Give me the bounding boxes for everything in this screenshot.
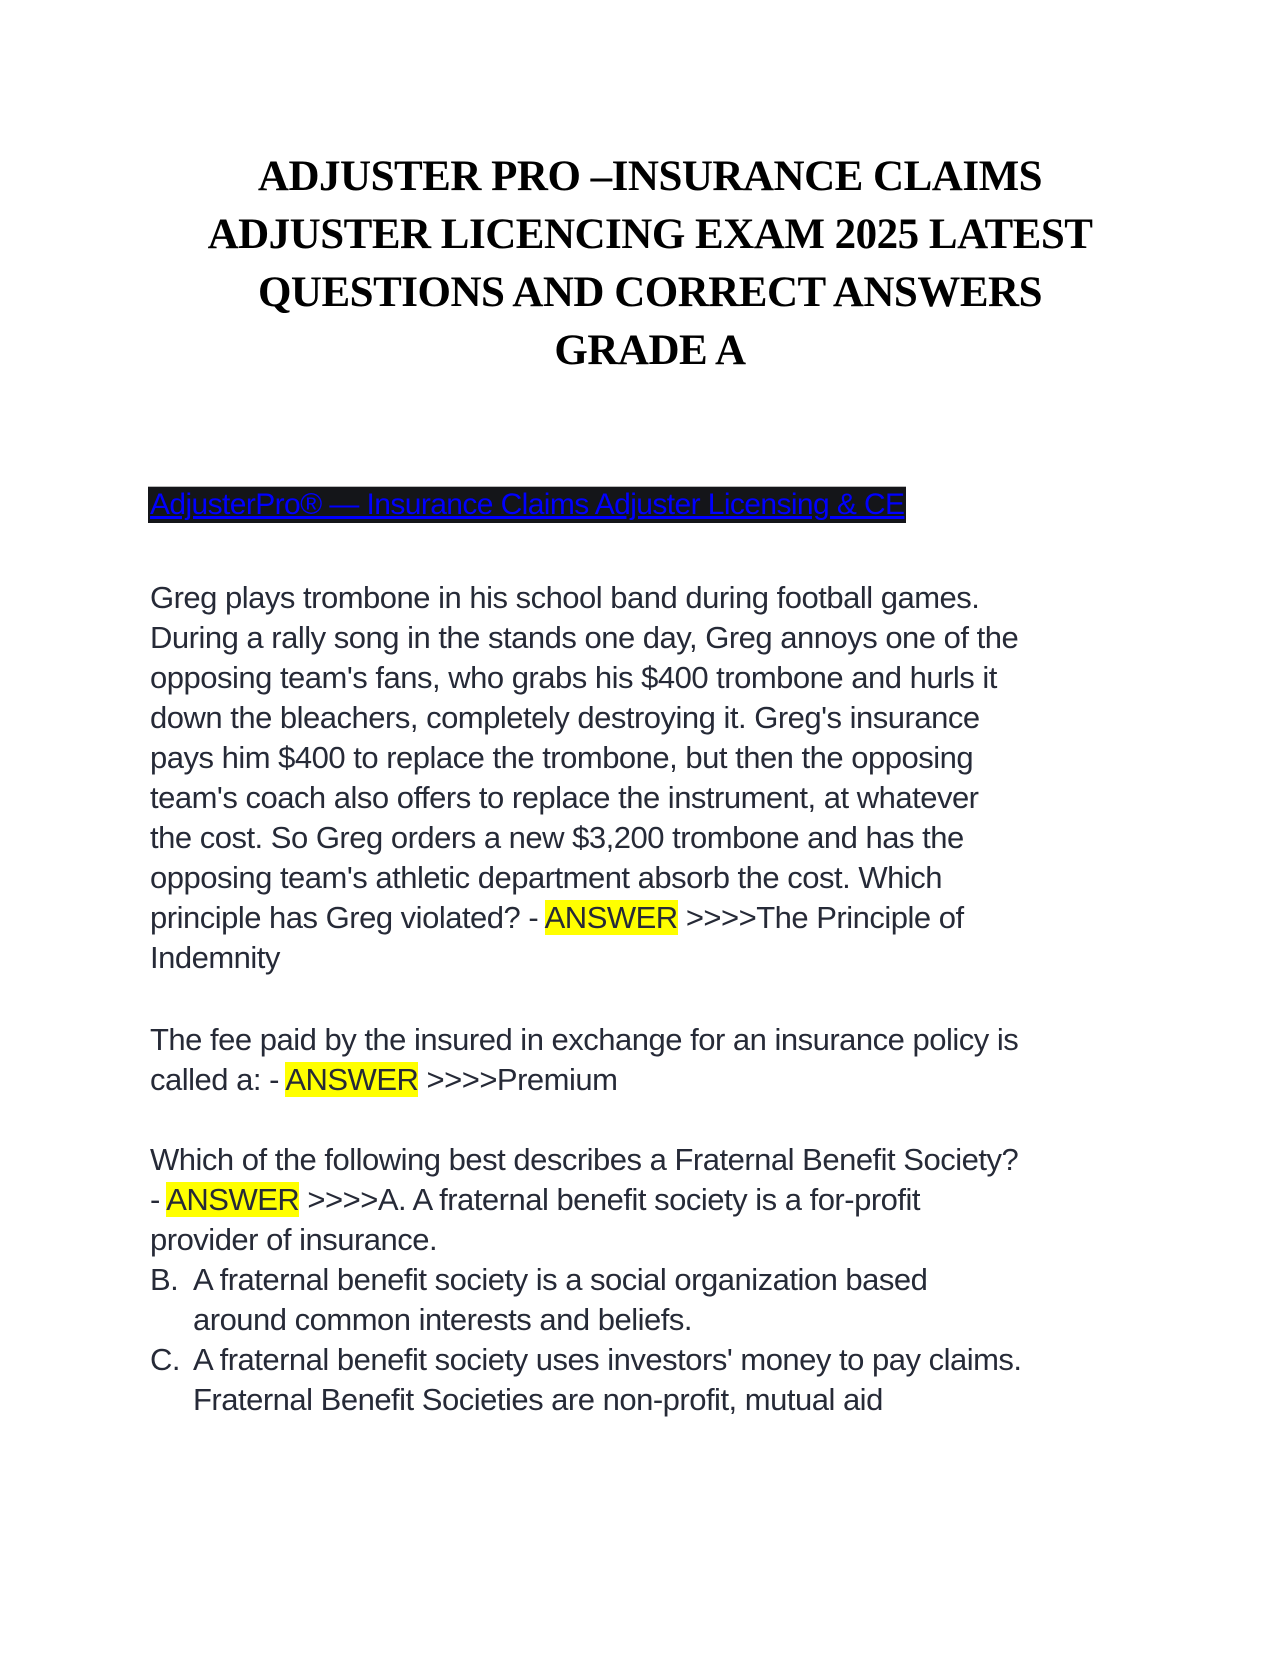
option-letter: C. <box>150 1342 180 1377</box>
question-block-3 <box>150 1140 1150 1420</box>
option-text: A fraternal benefit society is a social organization based <box>193 1262 928 1297</box>
answer-highlight: ANSWER <box>544 900 678 935</box>
question-text: Greg plays trombone in his school band during football games. <box>150 580 980 615</box>
answer-highlight: ANSWER <box>166 1182 300 1217</box>
question-text: team's coach also offers to replace the instrument, at whatever <box>150 780 979 815</box>
option-letter: B. <box>150 1262 179 1297</box>
answer-text: >>>>Premium <box>418 1062 618 1097</box>
option-text: around common interests and beliefs. <box>193 1302 692 1337</box>
answer-line <box>150 1060 1150 1100</box>
question-text: - <box>150 1182 167 1217</box>
question-text: down the bleachers, completely destroying it. Greg's insurance <box>150 700 980 735</box>
answer-text: >>>>The Principle of <box>677 900 964 935</box>
question-text: During a rally song in the stands one day, Greg annoys one of the <box>150 620 1019 655</box>
answer-line <box>150 1180 1150 1220</box>
answer-highlight: ANSWER <box>285 1062 419 1097</box>
question-text: called a: - <box>150 1062 286 1097</box>
question-text: opposing team's fans, who grabs his $400 trombone and hurls it <box>150 660 997 695</box>
answer-text: Indemnity <box>150 940 280 975</box>
title-line: GRADE A <box>554 327 746 374</box>
title-line: ADJUSTER PRO –INSURANCE CLAIMS <box>257 153 1043 200</box>
question-text: the cost. So Greg orders a new $3,200 trombone and has the <box>150 820 964 855</box>
question-block-1 <box>150 578 1150 978</box>
option-c <box>150 1340 1150 1420</box>
option-text: Fraternal Benefit Societies are non-profit, mutual aid <box>193 1382 883 1417</box>
answer-text: >>>>A. A fraternal benefit society is a for-profit <box>299 1182 920 1217</box>
answer-text: provider of insurance. <box>150 1222 438 1257</box>
title-line: ADJUSTER LICENCING EXAM 2025 LATEST <box>207 211 1093 258</box>
option-b <box>150 1260 1150 1340</box>
option-text: A fraternal benefit society uses investors' money to pay claims. <box>193 1342 1022 1377</box>
question-text: principle has Greg violated? - <box>150 900 545 935</box>
link-bar <box>148 486 906 523</box>
question-text: The fee paid by the insured in exchange for an insurance policy is <box>150 1022 1019 1057</box>
question-text: opposing team's athletic department absorb the cost. Which <box>150 860 942 895</box>
question-text: pays him $400 to replace the trombone, but then the opposing <box>150 740 974 775</box>
question-text: Which of the following best describes a Fraternal Benefit Society? <box>150 1142 1019 1177</box>
answer-line <box>150 898 1150 938</box>
title-line: QUESTIONS AND CORRECT ANSWERS <box>257 269 1042 316</box>
document-title <box>150 148 1150 380</box>
question-block-2 <box>150 1020 1150 1100</box>
adjusterpro-link[interactable]: AdjusterPro® — Insurance Claims Adjuster Licensing & CE <box>150 488 905 521</box>
